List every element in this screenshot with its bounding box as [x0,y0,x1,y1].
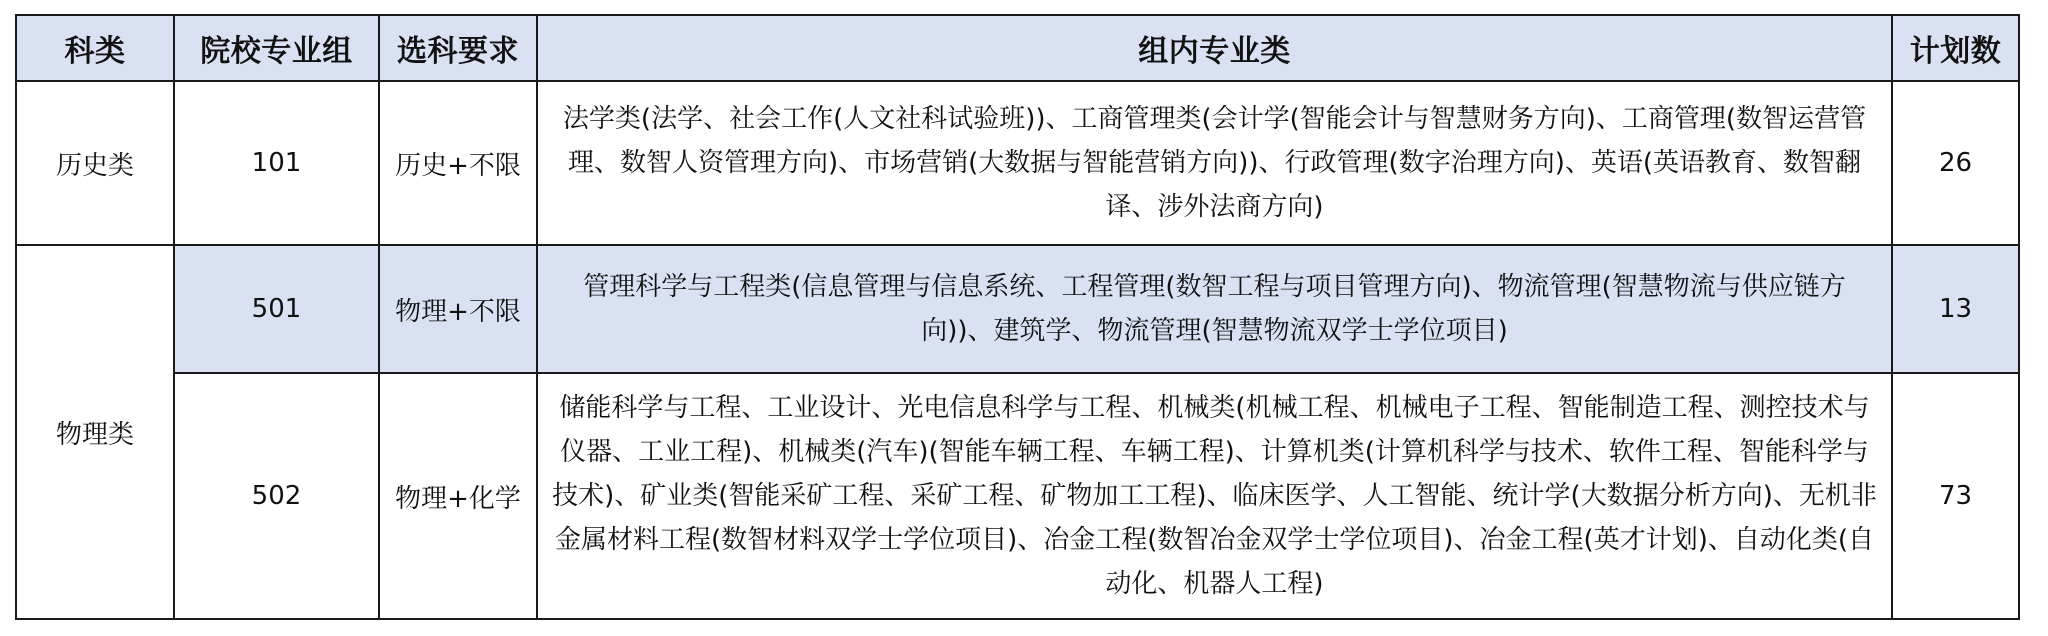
header-row [16,15,2019,81]
cell-requirement: 物理+化学 [379,373,537,619]
cell-plan: 26 [1892,81,2019,245]
header-group: 院校专业组 [174,15,379,81]
admission-plan-table [15,14,2020,620]
header-category: 科类 [16,15,174,81]
header-majors: 组内专业类 [537,15,1892,81]
table-row [16,245,2019,373]
table-row [16,81,2019,245]
cell-majors: 法学类(法学、社会工作(人文社科试验班))、工商管理类(会计学(智能会计与智慧财务方向)、工商管理(数智运营管理、数智人资管理方向)、市场营销(大数据与智能营销方向))、行政管理(数字治理方向)、英语(英语教育、数智翻译、涉外法商方向) [537,81,1892,245]
cell-group: 101 [174,81,379,245]
header-plan: 计划数 [1892,15,2019,81]
table-row [16,373,2019,619]
header-requirement: 选科要求 [379,15,537,81]
cell-group: 501 [174,245,379,373]
cell-plan: 73 [1892,373,2019,619]
cell-category: 物理类 [16,245,174,619]
cell-requirement: 历史+不限 [379,81,537,245]
cell-group: 502 [174,373,379,619]
cell-majors: 管理科学与工程类(信息管理与信息系统、工程管理(数智工程与项目管理方向)、物流管理(智慧物流与供应链方向))、建筑学、物流管理(智慧物流双学士学位项目) [537,245,1892,373]
cell-requirement: 物理+不限 [379,245,537,373]
cell-plan: 13 [1892,245,2019,373]
cell-majors: 储能科学与工程、工业设计、光电信息科学与工程、机械类(机械工程、机械电子工程、智能制造工程、测控技术与仪器、工业工程)、机械类(汽车)(智能车辆工程、车辆工程)、计算机类(计算机科学与技术、软件工程、智能科学与技术)、矿业类(智能采矿工程、采矿工程、矿物加工工程)、临床医学、人工智能、统计学(大数据分析方向)、无机非金属材料工程(数智材料双学士学位项目)、冶金工程(数智冶金双学士学位项目)、冶金工程(英才计划)、自动化类(自动化、机器人工程) [537,373,1892,619]
cell-category: 历史类 [16,81,174,245]
